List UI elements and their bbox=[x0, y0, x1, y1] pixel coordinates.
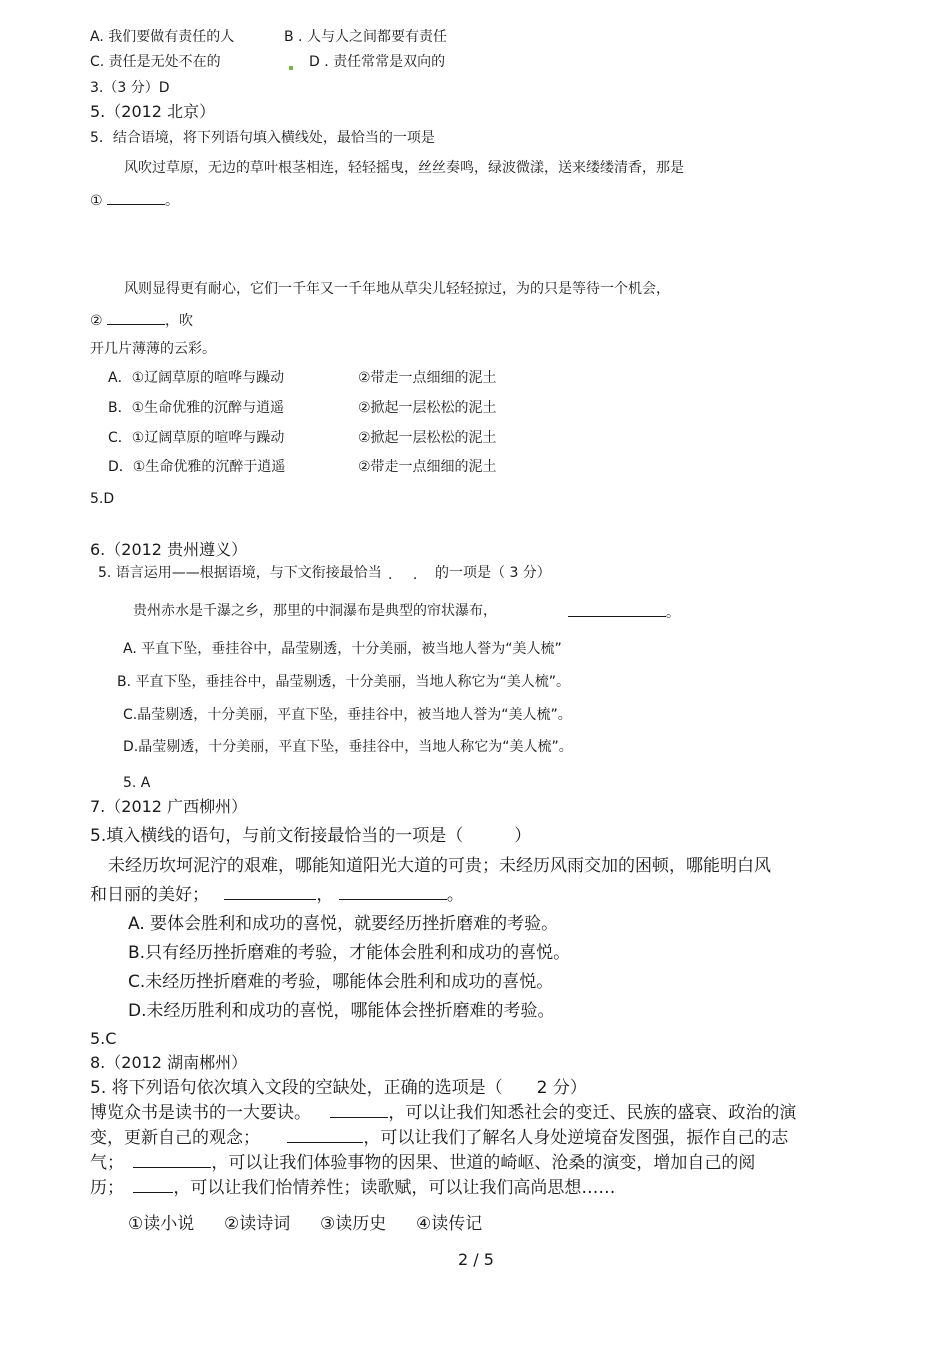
page-number: 2 / 5 bbox=[458, 1250, 494, 1269]
q5-option-c-left: C．①辽阔草原的喧哗与躁动 bbox=[108, 430, 285, 446]
q8-line3-a: 气； bbox=[90, 1153, 124, 1173]
q4-option-d: D . 责任常常是双向的 bbox=[309, 54, 446, 70]
q7-heading: 7.（2012 广西柳州） bbox=[90, 797, 248, 816]
q8-line4-a: 历； bbox=[90, 1178, 124, 1198]
q8-blank1 bbox=[330, 1105, 388, 1118]
q5-para1: 风吹过草原，无边的草叶根茎相连，轻轻摇曳，丝丝奏鸣，绿波微漾，送来缕缕清香，那是 bbox=[124, 160, 684, 176]
q8-line1-a: 博览众书是读书的一大要诀。 bbox=[90, 1103, 311, 1123]
q5-option-b-right: ②掀起一层松松的泥土 bbox=[358, 400, 497, 416]
q4-option-b: B . 人与人之间都要有责任 bbox=[284, 29, 447, 45]
q8-line2-a: 变，更新自己的观念； bbox=[90, 1128, 260, 1148]
q6-passage-blank-line bbox=[568, 604, 680, 620]
q7-passage2: 和日丽的美好； bbox=[90, 885, 209, 905]
q5-blank2 bbox=[107, 312, 165, 325]
q8-line2 bbox=[90, 1130, 788, 1147]
q8-blank3 bbox=[133, 1155, 211, 1168]
q7-blank1 bbox=[224, 887, 316, 900]
q7-option-a: A. 要体会胜利和成功的喜悦，就要经历挫折磨难的考验。 bbox=[128, 914, 559, 934]
q5-blank1-line bbox=[90, 192, 179, 208]
q5-para2: 风则显得更有耐心，它们一千年又一千年地从草尖儿轻轻掠过，为的只是等待一个机会， bbox=[124, 281, 670, 297]
q7-sep: ， bbox=[316, 885, 334, 905]
q5-option-a-right: ②带走一点细细的泥土 bbox=[358, 370, 497, 386]
q8-line1-b: ，可以让我们知悉社会的变迁、民族的盛衰、政治的演 bbox=[388, 1103, 797, 1123]
q7-option-d: D.未经历胜利和成功的喜悦，哪能体会挫折磨难的考验。 bbox=[128, 1001, 555, 1021]
q6-heading: 6.（2012 贵州遵义） bbox=[90, 540, 248, 559]
q6-prompt-a: 5. 语言运用——根据语境，与下文衔接最恰当 bbox=[98, 565, 382, 581]
q6-option-c: C.晶莹剔透，十分美丽，平直下坠，垂挂谷中，被当地人誉为“美人梳”。 bbox=[123, 707, 572, 723]
q7-prompt: 5.填入横线的语句，与前文衔接最恰当的一项是（ ） bbox=[90, 826, 532, 846]
q8-line4 bbox=[90, 1180, 615, 1197]
q5-blank1-suffix: 。 bbox=[165, 193, 180, 209]
q4-option-c: C. 责任是无处不在的 bbox=[90, 54, 221, 70]
q8-choice-2: ②读诗词 bbox=[224, 1214, 291, 1234]
q6-passage: 贵州赤水是千瀑之乡，那里的中洞瀑布是典型的帘状瀑布， bbox=[133, 603, 497, 619]
q6-option-b: B. 平直下坠，垂挂谷中，晶莹剔透，十分美丽，当地人称它为“美人梳”。 bbox=[117, 674, 571, 690]
q6-emphasis-dots: · · · bbox=[388, 571, 451, 587]
q4-option-a: A. 我们要做有责任的人 bbox=[90, 29, 235, 45]
q8-line2-b: ，可以让我们了解名人身处逆境奋发图强，振作自己的志 bbox=[363, 1128, 789, 1148]
q6-option-d: D.晶莹剔透，十分美丽，平直下坠，垂挂谷中，当地人称它为“美人梳”。 bbox=[123, 739, 573, 755]
q8-line3 bbox=[90, 1155, 755, 1172]
q6-passage-end: 。 bbox=[666, 605, 680, 621]
q5-blank2-suffix: ，吹 bbox=[165, 313, 194, 329]
q4-answer: 3.（3 分）D bbox=[90, 80, 170, 96]
q7-answer: 5.C bbox=[90, 1029, 117, 1048]
q8-line4-b: ，可以让我们怡情养性；读歌赋，可以让我们高尚思想…… bbox=[173, 1178, 616, 1198]
q7-end: 。 bbox=[446, 885, 464, 905]
q5-answer: 5.D bbox=[90, 491, 115, 507]
q7-blank2 bbox=[339, 887, 447, 900]
q8-choice-3: ③读历史 bbox=[320, 1214, 387, 1234]
q7-option-b: B.只有经历挫折磨难的考验，才能体会胜利和成功的喜悦。 bbox=[128, 943, 571, 963]
q8-choice-4: ④读传记 bbox=[416, 1214, 483, 1234]
q7-option-c: C.未经历挫折磨难的考验，哪能体会胜利和成功的喜悦。 bbox=[128, 972, 554, 992]
q5-blank1 bbox=[107, 192, 165, 205]
q5-option-d-right: ②带走一点细细的泥土 bbox=[358, 459, 497, 475]
q8-line3-b: ，可以让我们体验事物的因果、世道的崎岖、沧桑的演变，增加自己的阅 bbox=[211, 1153, 756, 1173]
q8-blank2 bbox=[287, 1130, 363, 1143]
q5-option-a-left: A．①辽阔草原的喧哗与躁动 bbox=[108, 370, 285, 386]
q7-passage1: 未经历坎坷泥泞的艰难，哪能知道阳光大道的可贵；未经历风雨交加的困顿，哪能明白风 bbox=[108, 856, 771, 876]
q6-option-a: A. 平直下坠，垂挂谷中，晶莹剔透，十分美丽，被当地人誉为“美人梳” bbox=[123, 641, 562, 657]
q6-prompt-b: 的一项是（ 3 分） bbox=[435, 565, 551, 581]
q5-prompt: 5．结合语境，将下列语句填入横线处，最恰当的一项是 bbox=[90, 130, 435, 146]
q8-blank4 bbox=[133, 1180, 173, 1193]
q6-answer: 5. A bbox=[123, 775, 151, 791]
q5-blank1-prefix: ① bbox=[90, 193, 103, 209]
q8-prompt: 5. 将下列语句依次填入文段的空缺处，正确的选项是（ 2 分） bbox=[90, 1078, 587, 1098]
green-dot-mark bbox=[289, 66, 293, 70]
q7-passage2-line bbox=[90, 887, 464, 904]
q5-heading: 5.（2012 北京） bbox=[90, 102, 216, 121]
q5-option-d-left: D．①生命优雅的沉醉于逍遥 bbox=[108, 459, 286, 475]
q8-heading: 8.（2012 湖南郴州） bbox=[90, 1053, 248, 1072]
q6-blank bbox=[568, 604, 666, 617]
q5-option-c-right: ②掀起一层松松的泥土 bbox=[358, 430, 497, 446]
q5-blank2-prefix: ② bbox=[90, 313, 103, 329]
q5-para2-end: 开几片薄薄的云彩。 bbox=[90, 341, 216, 357]
q5-blank2-line bbox=[90, 312, 193, 328]
q5-option-b-left: B．①生命优雅的沉醉与逍遥 bbox=[108, 400, 285, 416]
q8-choice-1: ①读小说 bbox=[128, 1214, 195, 1234]
q8-line1 bbox=[90, 1105, 796, 1122]
